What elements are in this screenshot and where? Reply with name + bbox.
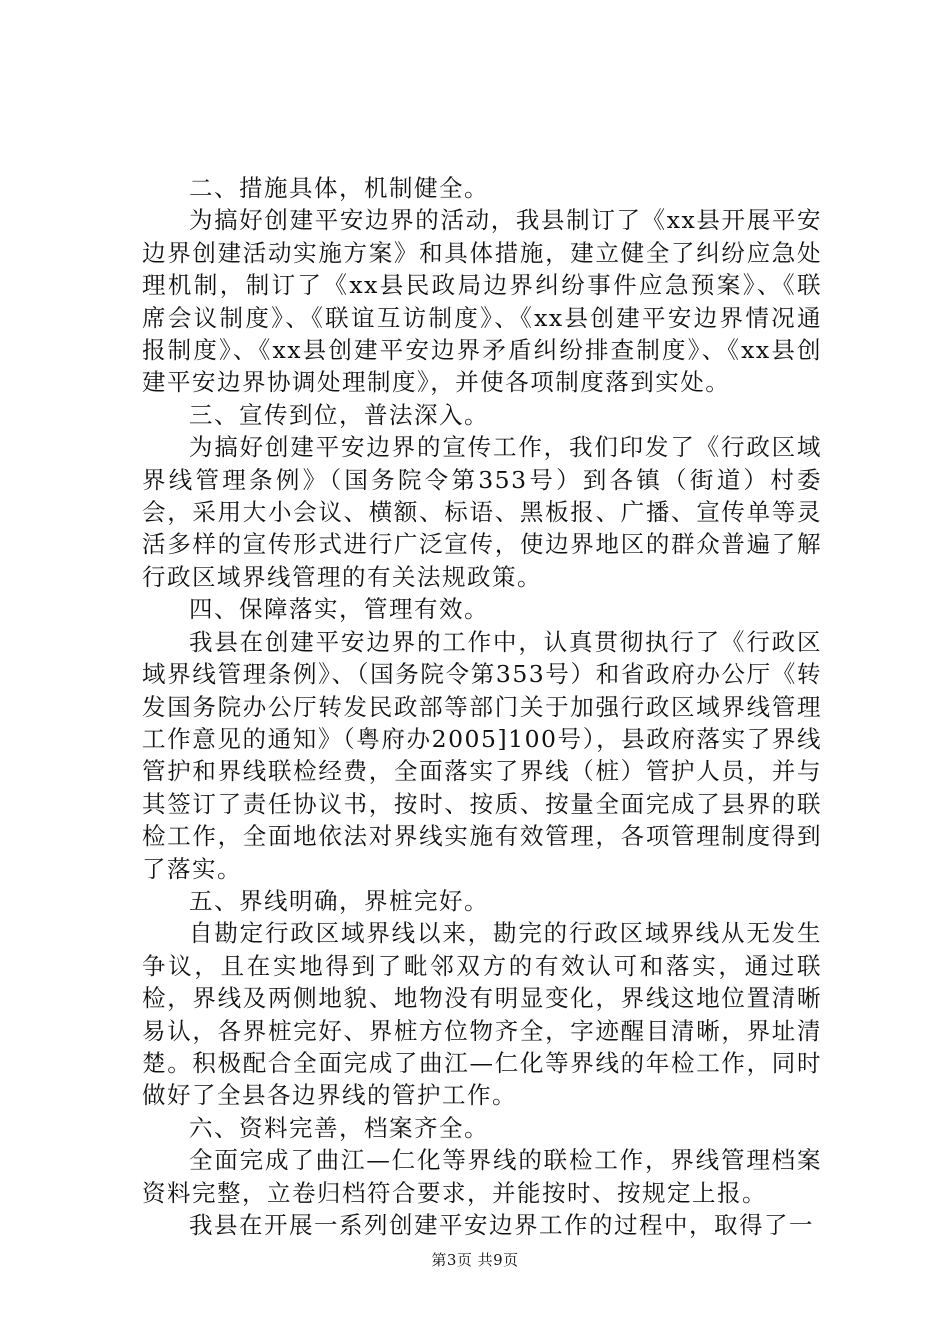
- section-heading-3: 三、宣传到位，普法深入。: [189, 400, 489, 429]
- paragraph: 为搞好创建平安边界的活动，我县制订了《xx县开展平安边界创建活动实施方案》和具体措施，建立健全了纠纷应急处理机制，制订了《xx县民政局边界纠纷事件应急预案》、《联席会议制度》、《联谊互访制度》、《xx县创建平安边界情况通报制度》、《xx县创建平安边界矛盾纠纷排查制度》、《xx县创建平安边界协调处理制度》，并使各项制度落到实处。: [142, 206, 822, 397]
- paragraph: 为搞好创建平安边界的宣传工作，我们印发了《行政区域界线管理条例》（国务院令第353号）到各镇（街道）村委会，采用大小会议、横额、标语、黑板报、广播、宣传单等灵活多样的宣传形式进行广泛宣传，使边界地区的群众普遍了解行政区域界线管理的有关法规政策。: [142, 433, 822, 591]
- page-footer: [0, 1250, 950, 1270]
- section-heading-6: 六、资料完善，档案齐全。: [189, 1113, 489, 1142]
- section-heading-5: 五、界线明确，界桩完好。: [189, 886, 489, 915]
- paragraph: 自勘定行政区域界线以来，勘完的行政区域界线从无发生争议，且在实地得到了毗邻双方的有效认可和落实，通过联检，界线及两侧地貌、地物没有明显变化，界线这地位置清晰易认，各界桩完好、界桩方位物齐全，字迹醒目清晰，界址清楚。积极配合全面完成了曲江—仁化等界线的年检工作，同时做好了全县各边界线的管护工作。: [142, 919, 822, 1110]
- paragraph: 全面完成了曲江—仁化等界线的联检工作，界线管理档案资料完整，立卷归档符合要求，并能按时、按规定上报。: [142, 1146, 822, 1207]
- section-heading-4: 四、保障落实，管理有效。: [189, 595, 489, 624]
- section-heading-2: 二、措施具体，机制健全。: [189, 174, 489, 202]
- paragraph: 我县在创建平安边界的工作中，认真贯彻执行了《行政区域界线管理条例》、（国务院令第353号）和省政府办公厅《转发国务院办公厅转发民政部等部门关于加强行政区域界线管理工作意见的通知》（粤府办2005]100号），县政府落实了界线管护和界线联检经费，全面落实了界线（桩）管护人员，并与其签订了责任协议书，按时、按质、按量全面完成了县界的联检工作，全面地依法对界线实施有效管理，各项管理制度得到了落实。: [142, 627, 822, 883]
- paragraph: 我县在开展一系列创建平安边界工作的过程中，取得了一: [189, 1211, 814, 1239]
- document-body: [142, 172, 822, 1241]
- page-number: 第3页 共9页: [431, 1251, 519, 1269]
